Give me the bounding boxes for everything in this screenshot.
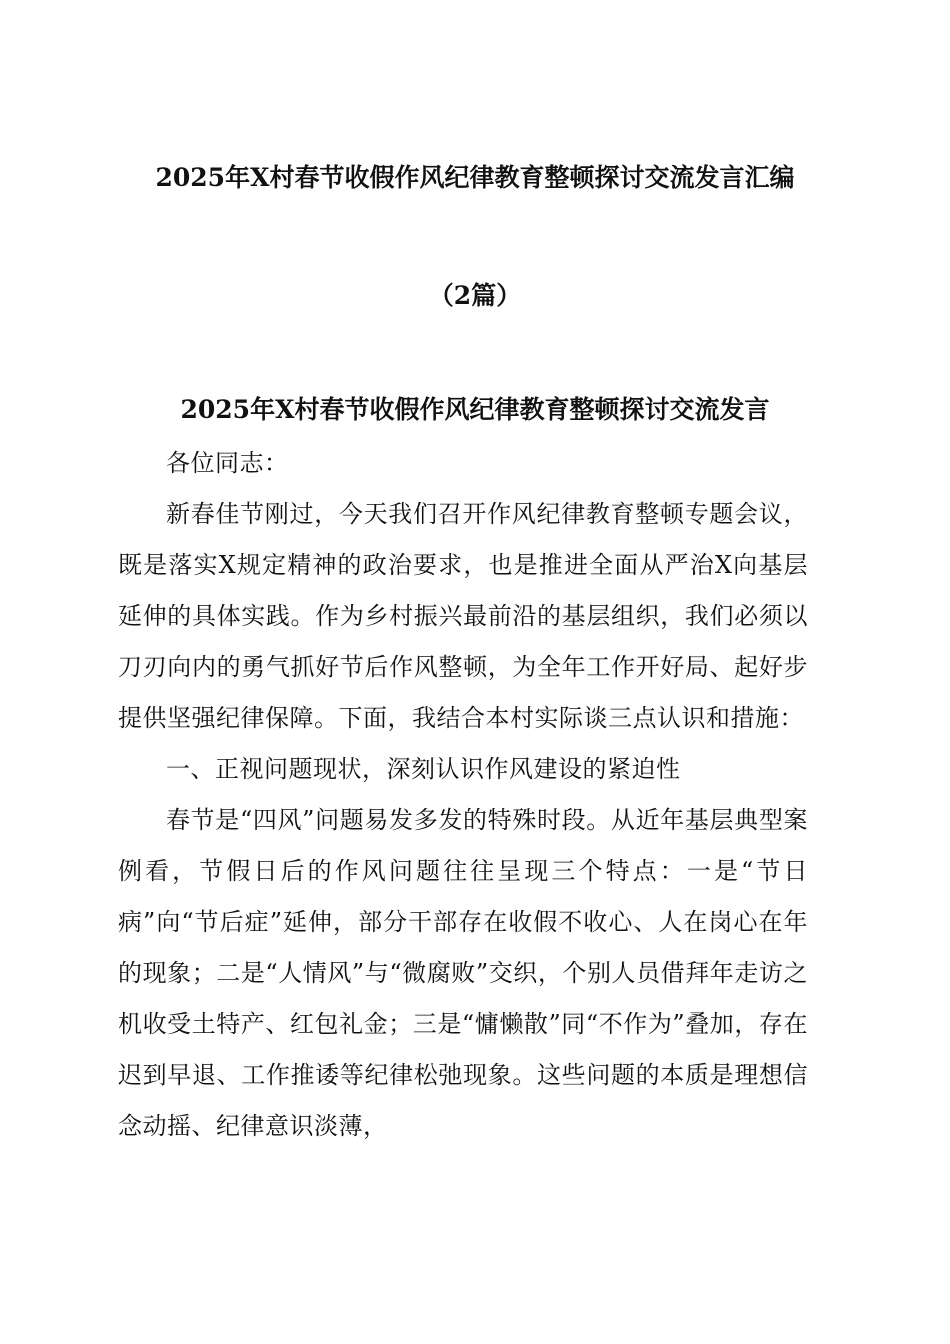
paragraph-section-1: 春节是“四风”问题易发多发的特殊时段。从近年基层典型案例看，节假日后的作风问题往往呈现三个特点：一是“节日病”向“节后症”延伸，部分干部存在收假不收心、人在岗心在年的现象；二是“人情风”与“微腐败”交织，个别人员借拜年走访之机收受土特产、红包礼金；三是“慵懒散”同“不作为”叠加，存在迟到早退、工作推诿等纪律松弛现象。这些问题的本质是理想信念动摇、纪律意识淡薄， bbox=[118, 806, 808, 1140]
document-main-title: 2025年X村春节收假作风纪律教育整顿探讨交流发言汇编 bbox=[155, 163, 795, 192]
paragraph-intro: 新春佳节刚过，今天我们召开作风纪律教育整顿专题会议，既是落实X规定精神的政治要求，也是推进全面从严治X向基层延伸的具体实践。作为乡村振兴最前沿的基层组织，我们必须以刀刃向内的勇气抓好节后作风整顿，为全年工作开好局、起好步提供坚强纪律保障。下面，我结合本村实际谈三点认识和措施： bbox=[118, 500, 808, 732]
article-body bbox=[118, 438, 808, 1152]
salutation: 各位同志： bbox=[166, 449, 289, 477]
document-article-count: （2篇） bbox=[428, 281, 522, 310]
article-title: 2025年X村春节收假作风纪律教育整顿探讨交流发言 bbox=[180, 395, 770, 424]
section-heading-1: 一、正视问题现状，深刻认识作风建设的紧迫性 bbox=[166, 755, 681, 783]
